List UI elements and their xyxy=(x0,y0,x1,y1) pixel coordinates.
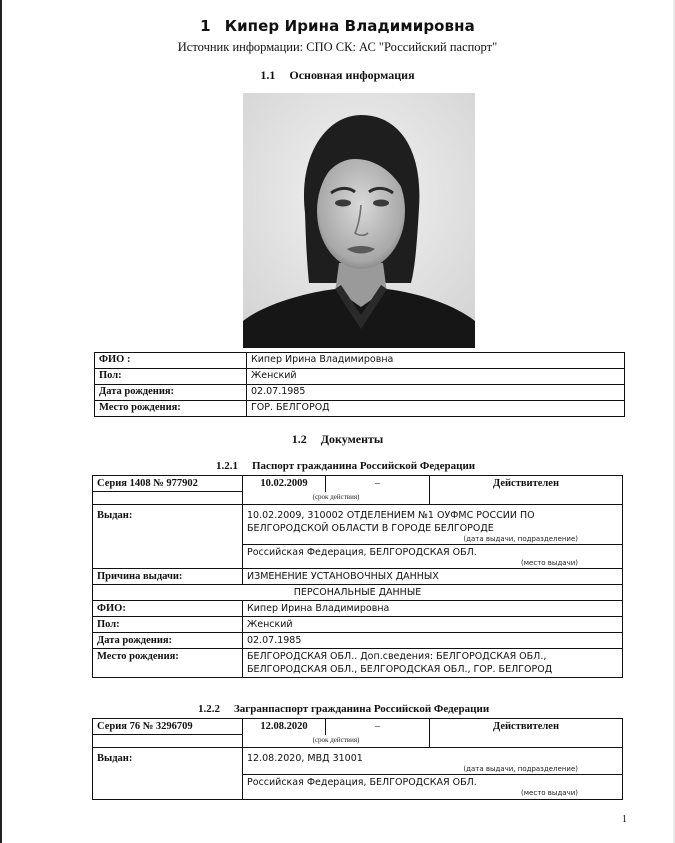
table-row xyxy=(95,401,625,417)
page-number: 1 xyxy=(622,814,627,825)
fio-value: Кипер Ирина Владимировна xyxy=(247,353,625,369)
table-row xyxy=(93,719,623,735)
table-row xyxy=(93,504,623,544)
foreign-status: Действителен xyxy=(430,719,623,748)
table-row xyxy=(95,385,625,401)
person-photo xyxy=(243,93,475,348)
source-line: Источник информации: СПО СК: АС "Российский паспорт" xyxy=(177,40,498,54)
doc-sex-value: Женский xyxy=(243,616,623,632)
birthplace-value: ГОР. БЕЛГОРОД xyxy=(247,401,625,417)
portrait-image xyxy=(243,93,475,348)
passport-table xyxy=(92,475,623,678)
validity-caption: (срок действия) xyxy=(243,492,430,505)
reason-value: ИЗМЕНЕНИЕ УСТАНОВОЧНЫХ ДАННЫХ xyxy=(243,568,623,584)
issued-caption: (дата выдачи, подразделение) xyxy=(463,534,578,543)
foreign-place-cell xyxy=(243,775,623,799)
subsection-number: 1.2.2 xyxy=(198,703,220,715)
basic-info-table xyxy=(94,352,625,417)
place-cell xyxy=(243,544,623,568)
table-row xyxy=(93,648,623,677)
foreign-issue-date: 12.08.2020 xyxy=(243,719,326,735)
subsection-number: 1.2.1 xyxy=(216,460,238,472)
passport-series: Серия 1408 № 977902 xyxy=(93,476,243,492)
foreign-issued-caption: (дата выдачи, подразделение) xyxy=(463,764,578,773)
table-row xyxy=(95,353,625,369)
doc-sex-label: Пол: xyxy=(93,616,243,632)
place-text: Российская Федерация, БЕЛГОРОДСКАЯ ОБЛ. xyxy=(247,546,477,558)
subsection-title: Загранпаспорт гражданина Российской Федерации xyxy=(234,703,490,715)
foreign-passport-heading xyxy=(198,703,489,715)
section-title: Документы xyxy=(320,432,384,446)
table-row xyxy=(93,476,623,492)
table-row xyxy=(93,568,623,584)
foreign-series: Серия 76 № 3296709 xyxy=(93,719,243,735)
table-row xyxy=(93,632,623,648)
doc-fio-value: Кипер Ирина Владимировна xyxy=(243,600,623,616)
table-row xyxy=(93,584,623,600)
section-title: Основная информация xyxy=(289,68,415,82)
table-row xyxy=(93,600,623,616)
page-title xyxy=(0,17,675,35)
title-number: 1 xyxy=(200,17,211,35)
fio-label: ФИО : xyxy=(95,353,247,369)
foreign-place-caption: (место выдачи) xyxy=(521,789,578,798)
doc-fio-label: ФИО: xyxy=(93,600,243,616)
foreign-issued-cell xyxy=(243,747,623,775)
issued-label: Выдан: xyxy=(93,504,243,568)
place-caption: (место выдачи) xyxy=(521,558,578,567)
passport-status: Действителен xyxy=(430,476,623,505)
doc-birthplace-label: Место рождения: xyxy=(93,648,243,677)
personal-data-header: ПЕРСОНАЛЬНЫЕ ДАННЫЕ xyxy=(93,584,623,600)
table-row xyxy=(95,369,625,385)
section-documents-heading xyxy=(0,432,675,447)
dob-label: Дата рождения: xyxy=(95,385,247,401)
foreign-validity-caption: (срок действия) xyxy=(243,735,430,748)
foreign-issued-label: Выдан: xyxy=(93,747,243,799)
table-row xyxy=(93,747,623,775)
reason-label: Причина выдачи: xyxy=(93,568,243,584)
sex-label: Пол: xyxy=(95,369,247,385)
subsection-title: Паспорт гражданина Российской Федерации xyxy=(252,460,476,472)
sex-value: Женский xyxy=(247,369,625,385)
doc-dob-label: Дата рождения: xyxy=(93,632,243,648)
section-number: 1.2 xyxy=(291,432,307,446)
foreign-expiry: – xyxy=(326,719,430,735)
table-row xyxy=(93,616,623,632)
section-basic-heading xyxy=(0,68,675,83)
passport-issue-date: 10.02.2009 xyxy=(243,476,326,492)
foreign-issued-text: 12.08.2020, МВД 31001 xyxy=(247,752,363,764)
issued-cell xyxy=(243,504,623,544)
foreign-passport-table xyxy=(92,718,623,800)
issued-text: 10.02.2009, 310002 ОТДЕЛЕНИЕМ №1 ОУФМС РОССИИ ПО БЕЛГОРОДСКОЙ ОБЛАСТИ В ГОРОДЕ БЕЛГОРОДЕ xyxy=(247,509,535,534)
foreign-place-text: Российская Федерация, БЕЛГОРОДСКАЯ ОБЛ. xyxy=(247,777,477,789)
page-border-left xyxy=(0,0,2,843)
person-name: Кипер Ирина Владимировна xyxy=(224,17,475,35)
doc-birthplace-value: БЕЛГОРОДСКАЯ ОБЛ.. Доп.сведения: БЕЛГОРОДСКАЯ ОБЛ., БЕЛГОРОДСКАЯ ОБЛ., БЕЛГОРОДСКАЯ ОБЛ., ГОР. БЕЛГОРОД xyxy=(243,648,623,677)
passport-expiry: – xyxy=(326,476,430,492)
dob-value: 02.07.1985 xyxy=(247,385,625,401)
doc-dob-value: 02.07.1985 xyxy=(243,632,623,648)
passport-heading xyxy=(216,460,475,472)
section-number: 1.1 xyxy=(260,68,276,82)
birthplace-label: Место рождения: xyxy=(95,401,247,417)
